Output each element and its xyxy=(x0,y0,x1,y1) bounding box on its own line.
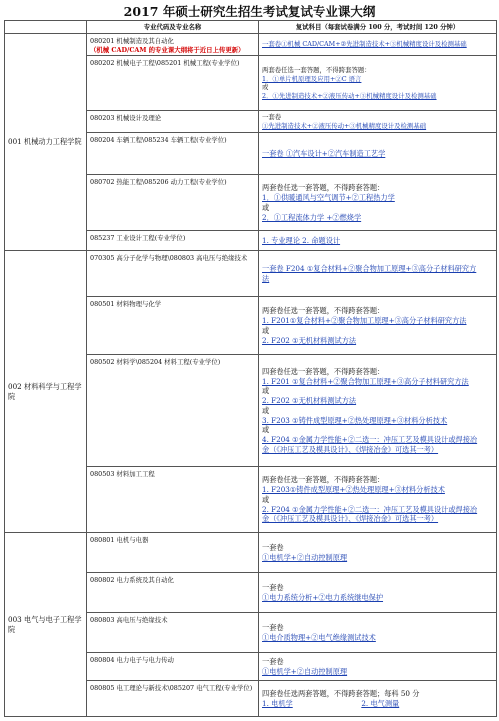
table-header-row xyxy=(5,21,497,34)
subject-cell xyxy=(259,111,497,133)
program-code: 080501 材料物理与化学 xyxy=(87,297,259,355)
subject-link[interactable]: 2．①先进制造技术+②液压传动+③机械精度设计及检测基础 xyxy=(262,91,437,100)
subject-line: 或 xyxy=(262,405,270,415)
subject-link[interactable]: 2. 电气测量 xyxy=(361,698,400,708)
subject-cell xyxy=(259,251,497,297)
subject-link[interactable]: 金（《冲压工艺及模具设计》、《焊接冶金》可选其一考） xyxy=(262,514,439,524)
subject-line: 一套卷 xyxy=(262,113,282,122)
school-cell: 001 机械动力工程学院 xyxy=(5,34,87,251)
subject-line: 四套卷任选一套答题，不得跨套答题： xyxy=(262,367,385,377)
subject-link[interactable]: 2. F202 ①无机材料测试方法 xyxy=(262,335,357,345)
subject-link[interactable]: 1. F203①铸件成型原理+②热处理原理+③材料分析技术 xyxy=(262,485,445,495)
subject-line: 或 xyxy=(262,386,270,396)
program-code: 080502 材料学\085204 材料工程(专业学位) xyxy=(87,355,259,467)
subject-text[interactable]: 一套卷①机械 CAD/CAM+②先进制造技术+③机械精度设计及检测基础 xyxy=(262,40,467,49)
header-blank xyxy=(5,21,87,34)
subject-link[interactable]: 2．①工程流体力学 +②燃烧学 xyxy=(262,212,362,222)
subject-line: 四套卷任选两套答题，不得跨套答题；每科 50 分 xyxy=(262,689,420,699)
subject-cell xyxy=(259,613,497,653)
subject-cell xyxy=(259,133,497,175)
subject-link[interactable]: 1. 电机学 xyxy=(262,698,293,708)
subject-cell xyxy=(259,681,497,717)
program-code: 070305 高分子化学与物理\080803 高电压与绝缘技术 xyxy=(87,251,259,297)
program-code: 080203 机械设计及理论 xyxy=(87,111,259,133)
program-code: 080804 电力电子与电力传动 xyxy=(87,653,259,681)
program-code: 080202 机械电子工程\085201 机械工程(专业学位) xyxy=(87,56,259,111)
program-code: 080201 机械制造及其自动化 xyxy=(90,37,174,45)
subject-link[interactable]: 3. F203 ①铸件成型原理+②热处理原理+③材料分析技术 xyxy=(262,415,448,425)
subject-line: 一套卷 xyxy=(262,623,284,633)
program-code: 080702 热能工程\085206 动力工程(专业学位) xyxy=(87,175,259,231)
program-code: 085237 工业设计工程(专业学位) xyxy=(87,231,259,251)
program-code: 080503 材料加工工程 xyxy=(87,467,259,533)
subject-link[interactable]: 法 xyxy=(262,273,270,283)
subject-line: 一套卷 xyxy=(262,583,284,593)
subject-line: 或 xyxy=(262,202,270,212)
subject-cell xyxy=(259,533,497,573)
subject-pair xyxy=(262,699,493,709)
subject-cell xyxy=(259,467,497,533)
syllabus-table xyxy=(4,20,497,717)
subject-link[interactable]: ①电机学+②自动控制原理 xyxy=(262,552,348,562)
subject-link[interactable]: ①先进制造技术+②液压传动+③机械精度设计及检测基础 xyxy=(262,121,427,130)
subject-cell xyxy=(259,56,497,111)
subject-cell xyxy=(259,175,497,231)
table-row xyxy=(5,533,497,573)
subject-cell xyxy=(259,355,497,467)
subject-link[interactable]: 一套卷 ①汽车设计+②汽车制造工艺学 xyxy=(262,148,386,158)
subject-link[interactable]: ①电力系统分析+②电力系统继电保护 xyxy=(262,592,384,602)
subject-link[interactable]: 1．①单片机原理及应用+②C 语言 xyxy=(262,74,362,83)
subject-link[interactable]: 一套卷 F204 ①复合材料+②聚合物加工原理+③高分子材料研究方 xyxy=(262,264,477,274)
subject-link[interactable]: 4. F204 ①金属力学性能+②二选一：冲压工艺及模具设计或焊接冶 xyxy=(262,435,478,445)
subject-link[interactable]: 1. 专业理论 2. 命题设计 xyxy=(262,235,341,245)
page-title: 2017 年硕士研究生招生考试复试专业课大纲 xyxy=(123,4,376,19)
table-row xyxy=(5,34,497,56)
program-code: 080803 高电压与绝缘技术 xyxy=(87,613,259,653)
subject-line: 两套卷任选一套答题，不得跨套答题： xyxy=(262,183,385,193)
program-code: 080801 电机与电器 xyxy=(87,533,259,573)
subject-link[interactable]: 1. F201 ①复合材料+②聚合物加工原理+③高分子材料研究方法 xyxy=(262,376,469,386)
subject-cell xyxy=(259,231,497,251)
subject-link[interactable]: 金（《冲压工艺及模具设计》、《焊接冶金》可选其一考） xyxy=(262,444,439,454)
subject-link[interactable]: ①电机学+②自动控制原理 xyxy=(262,666,348,676)
program-cell xyxy=(87,34,259,56)
subject-line: 两套卷任选一套答题，不得跨套答题： xyxy=(262,66,371,74)
program-code: 080805 电工理论与新技术\085207 电气工程(专业学位) xyxy=(87,681,259,717)
subject-line: 两套卷任选一套答题，不得跨套答题： xyxy=(262,475,385,485)
school-cell: 003 电气与电子工程学院 xyxy=(5,533,87,717)
header-code: 专业代码及专业名称 xyxy=(87,21,259,34)
subject-line: 或 xyxy=(262,494,270,504)
subject-link[interactable]: 2. F202 ①无机材料测试方法 xyxy=(262,396,357,406)
subject-line: 或 xyxy=(262,83,269,92)
subject-link[interactable]: 1．①供暖通风与空气调节+②工程热力学 xyxy=(262,193,395,203)
table-row xyxy=(5,251,497,297)
subject-line: 一套卷 xyxy=(262,543,284,553)
subject-cell xyxy=(259,573,497,613)
school-cell: 002 材料科学与工程学院 xyxy=(5,251,87,533)
program-code: 080802 电力系统及其自动化 xyxy=(87,573,259,613)
subject-cell xyxy=(259,297,497,355)
subject-link[interactable]: 2. F204 ①金属力学性能+②二选一：冲压工艺及模具设计或焊接冶 xyxy=(262,504,478,514)
subject-line: 或 xyxy=(262,425,270,435)
subject-link[interactable]: ①电介质物理+②电气绝缘测试技术 xyxy=(262,632,376,642)
subject-line: 两套卷任选一套答题，不得跨套答题： xyxy=(262,306,385,316)
subject-line: 或 xyxy=(262,325,270,335)
update-note: （机械 CAD/CAM 的专业课大纲将于近日上传更新） xyxy=(90,45,245,54)
subject-cell xyxy=(259,653,497,681)
program-code: 080204 车辆工程\085234 车辆工程(专业学位) xyxy=(87,133,259,175)
subject-cell xyxy=(259,34,497,56)
header-subject: 复试科目（每套试卷满分 100 分，考试时间 120 分钟） xyxy=(259,21,497,34)
subject-link[interactable]: 1. F201①复合材料+②聚合物加工原理+③高分子材料研究方法 xyxy=(262,316,467,326)
subject-line: 一套卷 xyxy=(262,657,284,667)
